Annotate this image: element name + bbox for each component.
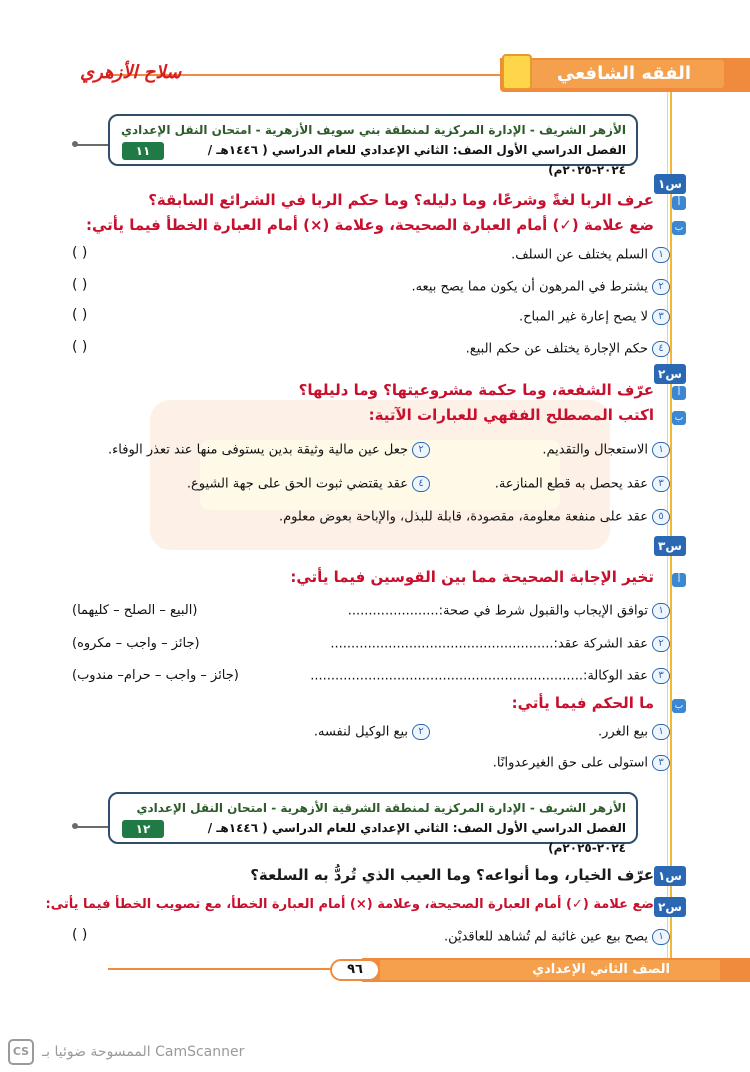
item-number: ٢ [652,636,670,652]
part-badge: ب [672,411,686,425]
item-number: ٣ [652,668,670,684]
list-item [314,724,430,740]
item-text: استولى على حق الغيرعدوانًا. [492,755,648,771]
question-badge: س١ [654,174,686,194]
page-number: ٩٦ [330,959,380,981]
source-line-1: الأزهر الشريف - الإدارة المركزية لمنطقة الشرقية الأزهرية - امتحان النقل الإعدادي [136,801,626,815]
item-number: ١ [652,929,670,945]
item-text: حكم الإجارة يختلف عن حكم البيع. [465,341,648,357]
question-text: عرف الربا لغةً وشرعًا، وما دليله؟ وما حكم الربا في الشرائع السابقة؟ [148,191,654,209]
item-number: ٢ [412,442,430,458]
question-text: عرّف الخيار، وما أنواعه؟ وما العيب الذي تُردُّ به السلعة؟ [250,866,654,884]
item-number: ٣ [652,755,670,771]
item-text: عقد يحصل به قطع المنازعة. [494,476,648,492]
item-text: الاستعجال والتقديم. [542,442,648,458]
source-dot [72,141,78,147]
item-text: يصح بيع عين غائبة لم تُشاهد للعاقديْن. [443,929,648,945]
answer-parens: ( ) [72,339,88,355]
brand-logo: سلاح الأزهري [80,62,182,83]
item-text: عقد الشركة عقد:...................................................... [330,636,648,652]
source-dot [72,823,78,829]
item-text: يشترط في المرهون أن يكون مما يصح بيعه. [411,279,648,295]
list-item [108,442,430,458]
item-text: السلم يختلف عن السلف. [511,247,648,263]
list-item [411,279,670,295]
item-text: بيع الوكيل لنفسه. [313,724,408,740]
list-item [330,636,670,652]
answer-choices: (جائز – واجب – مكروه) [72,636,200,651]
list-item [519,309,670,325]
item-number: ٢ [412,724,430,740]
part-badge: ب [672,699,686,713]
question-text: ما الحكم فيما يأتي: [511,694,654,712]
exam-source-box [108,792,638,855]
list-item [511,247,670,263]
answer-parens: ( ) [72,927,88,943]
item-number: ١ [652,724,670,740]
item-text: لا يصح إعارة غير المباح. [518,309,648,325]
item-number: ٤ [652,341,670,357]
source-line-2: الفصل الدراسي الأول الصف: الثاني الإعدادي للعام الدراسي ( ١٤٤٦هـ / ٢٠٢٤-٢٠٢٥م) [207,143,626,177]
item-number: ٣ [652,309,670,325]
question-badge: س٢ [654,364,686,384]
part-badge: أ [672,386,686,400]
footer-rule [108,968,362,970]
item-number: ١ [652,247,670,263]
item-number: ٤ [412,476,430,492]
list-item [348,603,670,619]
camscanner-icon: CS [8,1039,34,1065]
answer-parens: ( ) [72,307,88,323]
list-item [466,341,670,357]
item-number: ٣ [652,476,670,492]
part-badge: ب [672,221,686,235]
question-text: عرّف الشفعة، وما حكمة مشروعيتها؟ وما دليلها؟ [298,381,654,399]
item-number: ٥ [652,509,670,525]
source-line-1: الأزهر الشريف - الإدارة المركزية لمنطقة بني سويف الأزهرية - امتحان النقل الإعدادي [121,123,626,137]
scanner-text: الممسوحة ضوئيا بـ CamScanner [42,1044,245,1060]
list-item [279,509,670,525]
exam-source-box [108,114,638,177]
margin-rule-inner [667,92,668,964]
question-badge: س١ [654,866,686,886]
item-text: بيع الغرر. [597,724,648,740]
answer-parens: ( ) [72,245,88,261]
question-text: تخير الإجابة الصحيحة مما بين القوسين فيما يأتي: [290,568,654,586]
question-text: ضع علامة (✓) أمام العبارة الصحيحة، وعلامة (×) أمام العبارة الخطأ فيما يأتي: [85,216,654,234]
item-text: عقد يقتضي ثبوت الحق على جهة الشيوع. [186,476,408,492]
source-line-2: الفصل الدراسي الأول الصف: الثاني الإعدادي للعام الدراسي ( ١٤٤٦هـ / ٢٠٢٤-٢٠٢٥م) [207,821,626,855]
list-item [542,442,670,458]
list-item [444,929,670,945]
exam-number: ١٢ [122,820,164,838]
list-item [493,755,670,771]
answer-parens: ( ) [72,277,88,293]
item-number: ١ [652,442,670,458]
answer-choices: (البيع – الصلح – كليهما) [72,603,198,618]
footer-grade: الصف الثاني الإعدادي [380,960,720,980]
exam-number: ١١ [122,142,164,160]
list-item [495,476,670,492]
answer-choices: (جائز – واجب – حرام– مندوب) [72,668,239,683]
source-connector [74,826,108,828]
part-badge: أ [672,196,686,210]
item-text: عقد الوكالة:.................................................................. [310,668,648,684]
item-text: عقد على منفعة معلومة، مقصودة، قابلة للبذل، والإباحة بعوض معلوم. [278,509,648,525]
item-text: جعل عين مالية وثيقة بدين يستوفى منها عند تعذر الوفاء. [108,442,408,458]
question-badge: س٢ [654,897,686,917]
subject-title: الفقه الشافعي [524,60,724,88]
question-badge: س٣ [654,536,686,556]
question-text: اكتب المصطلح الفقهي للعبارات الآتية: [368,406,654,424]
item-text: توافق الإيجاب والقبول شرط في صحة:...................... [347,603,648,619]
source-connector [74,144,108,146]
list-item [310,668,670,684]
scanner-watermark [8,1038,244,1066]
list-item [598,724,670,740]
item-number: ٢ [652,279,670,295]
question-text: ضع علامة (✓) أمام العبارة الصحيحة، وعلامة (×) أمام العبارة الخطأ، مع تصويب الخطأ فيما يأتى: [45,897,654,912]
part-badge: أ [672,573,686,587]
list-item [187,476,430,492]
book-icon [502,54,532,90]
item-number: ١ [652,603,670,619]
